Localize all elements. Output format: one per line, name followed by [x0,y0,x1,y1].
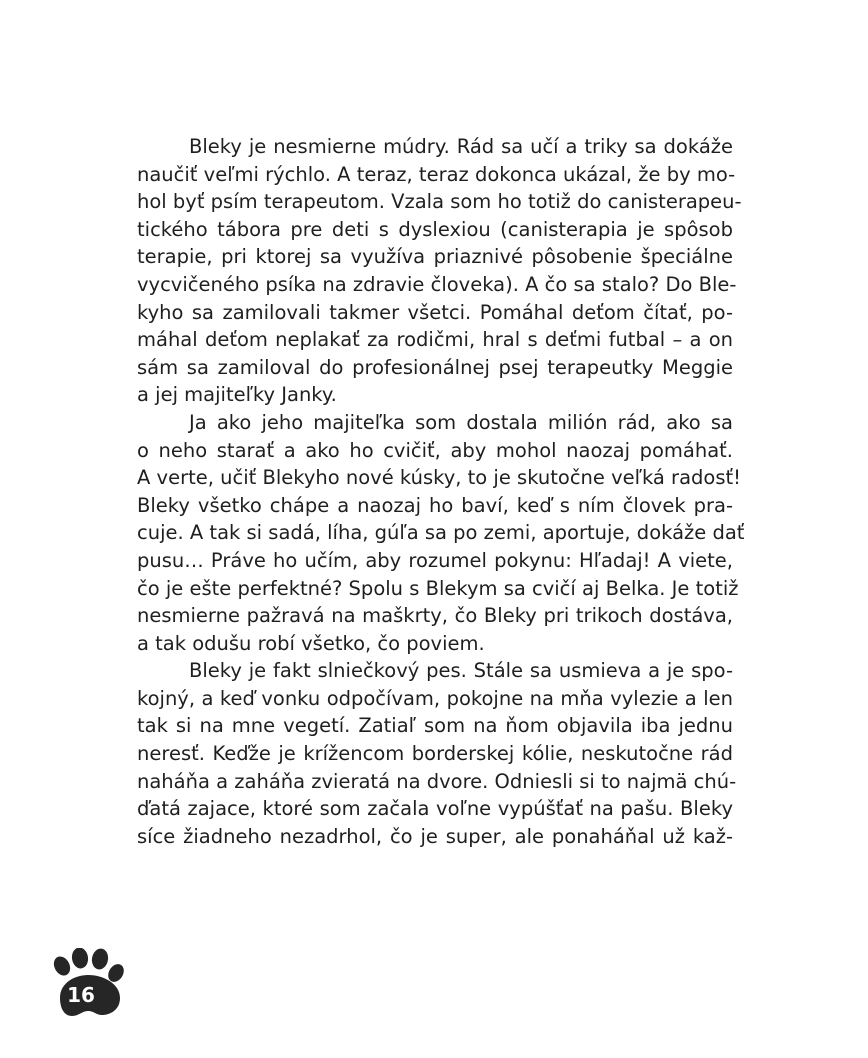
text-line: kyho sa zamilovali takmer všetci. Pomáhal deťom čítať, po- [137,300,733,324]
text-line: tak si na mne vegetí. Zatiaľ som na ňom objavila iba jednu [137,714,733,738]
text-line: čo je ešte perfektné? Spolu s Blekym sa cvičí aj Belka. Je totiž [137,576,739,600]
text-line: kojný, a keď vonku odpočívam, pokojne na mňa vylezie a len [137,686,733,710]
text-line: síce žiadneho nezadrhol, čo je super, ale ponaháňal už kaž- [137,824,733,848]
paw-toe-shape [71,948,90,970]
text-line: cuje. A tak si sadá, líha, gúľa sa po zemi, aportuje, dokáže dať [137,521,745,545]
text-line: naháňa a zaháňa zvieratá na dvore. Odniesli si to najmä chú- [137,769,737,793]
paw-toe-shape [90,948,109,971]
text-line: hol byť psím terapeutom. Vzala som ho totiž do canisterapeu- [137,190,742,214]
page-number: 16 [67,983,95,1007]
text-line: Bleky je fakt slniečkový pes. Stále sa usmieva a je spo- [189,659,733,683]
text-line: o neho starať a ako ho cvičiť, aby mohol naozaj pomáhať. [137,438,733,462]
text-line: neresť. Keďže je krížencom borderskej kólie, neskutočne rád [137,742,733,766]
text-line: naučiť veľmi rýchlo. A teraz, teraz dokonca ukázal, že by mo- [137,162,736,186]
text-line: Ja ako jeho majiteľka som dostala milión rád, ako sa [189,410,733,434]
text-line: a jej majiteľky Janky. [137,383,337,407]
text-line: Bleky všetko chápe a naozaj ho baví, keď s ním človek pra- [137,493,733,517]
text-line: vycvičeného psíka na zdravie človeka). A čo sa stalo? Do Ble- [137,272,737,296]
paw-toe-shape [52,954,73,979]
text-line: A verte, učiť Blekyho nové kúsky, to je skutočne veľká radosť! [137,466,741,490]
body-text [137,133,745,850]
text-line: nesmierne pažravá na maškrty, čo Bleky pri trikoch dostáva, [137,604,733,628]
text-line: pusu… Práve ho učím, aby rozumel pokynu: Hľadaj! A viete, [137,548,733,572]
text-line: máhal deťom neplakať za rodičmi, hral s deťmi futbal – a on [137,328,733,352]
text-line: tického tábora pre deti s dyslexiou (canisterapia je spôsob [137,217,733,241]
text-line: sám sa zamiloval do profesionálnej psej terapeutky Meggie [137,355,733,379]
text-line: terapie, pri ktorej sa využíva priaznivé pôsobenie špeciálne [137,245,733,269]
text-line: Bleky je nesmierne múdry. Rád sa učí a triky sa dokáže [189,135,733,158]
text-line: ďatá zajace, ktoré som začala voľne vypúšťať na pašu. Bleky [137,797,733,821]
text-line: a tak odušu robí všetko, čo poviem. [137,631,485,655]
